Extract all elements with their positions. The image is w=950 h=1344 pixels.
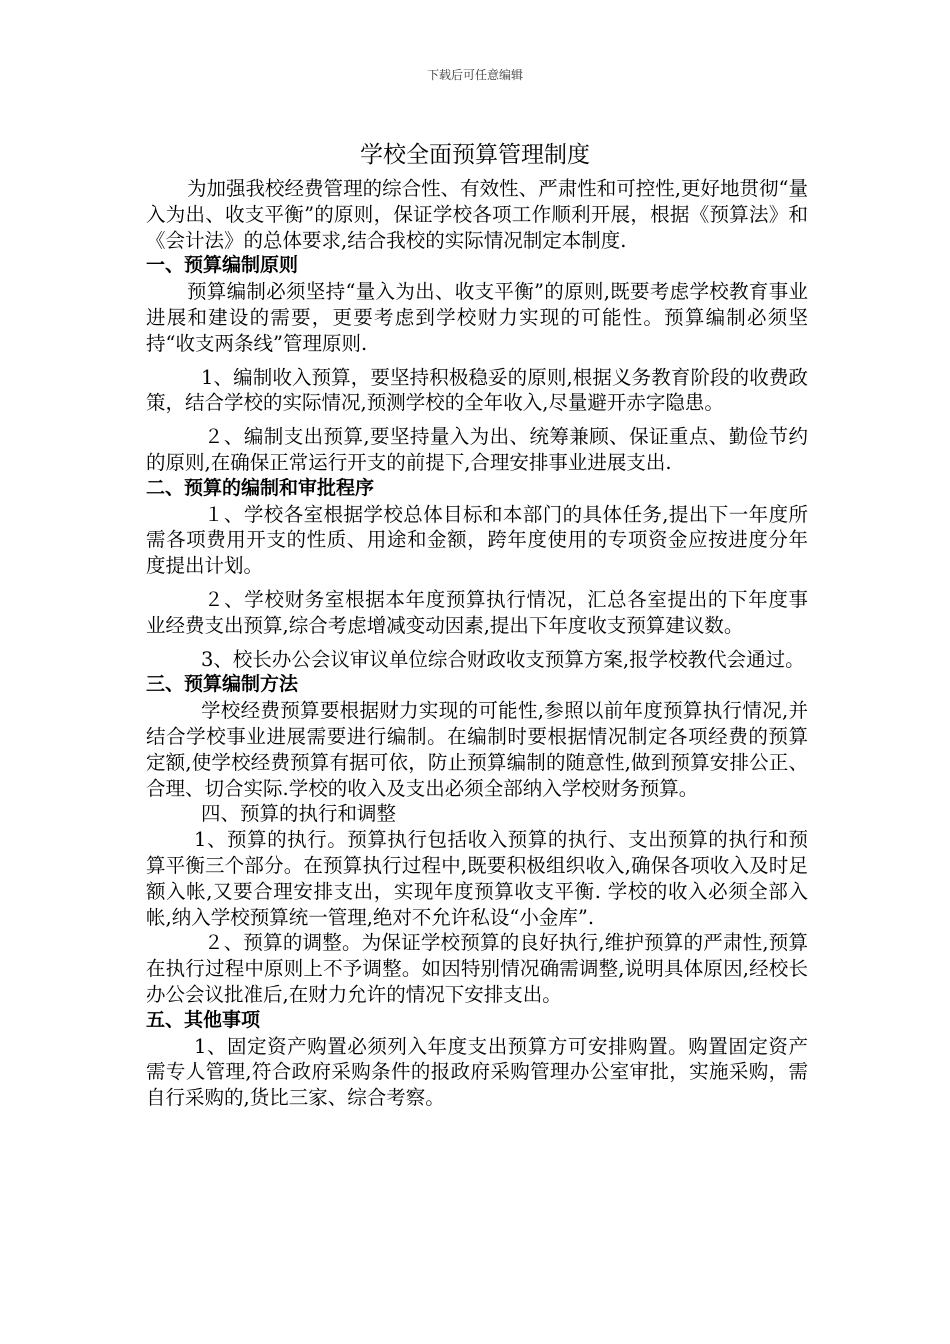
header-note: 下载后可任意编辑 xyxy=(426,68,523,82)
paragraph: 1、编制收入预算，要坚持积极稳妥的原则,根据义务教育阶段的收费政策，结合学校的实际情况,预测学校的全年收入,尽量避开赤字隐患。 xyxy=(146,365,808,415)
paragraph: ２、编制支出预算,要坚持量入为出、统筹兼顾、保证重点、勤俭节约的原则,在确保正常运行开支的前提下,合理安排事业进展支出. xyxy=(146,425,808,474)
section-heading-1: 一、预算编制原则 xyxy=(146,254,299,277)
paragraph: ２、学校财务室根据本年度预算执行情况，汇总各室提出的下年度事业经费支出预算,综合考虑增减变动因素,提出下年度收支预算建议数。 xyxy=(146,587,808,637)
paragraph: 1、固定资产购置必须列入年度支出预算方可安排购置。购置固定资产需专人管理,符合政府采购条件的报政府采购管理办公室审批，实施采购，需自行采购的,货比三家、综合考察。 xyxy=(146,1034,808,1110)
paragraph: １、学校各室根据学校总体目标和本部门的具体任务,提出下一年度所需各项费用开支的性质、用途和金额，跨年度使用的专项资金应按进度分年度提出计划。 xyxy=(146,502,808,578)
paragraph: 3、校长办公会议审议单位综合财政收支预算方案,报学校教代会通过。 xyxy=(201,647,805,671)
paragraph: 学校经费预算要根据财力实现的可能性,参照以前年度预算执行情况,并结合学校事业进展需要进行编制。在编制时要根据情况制定各项经费的预算定额,使学校经费预算有据可依，防止预算编制的随意性,做到预算安排公正、合理、切合实际.学校的收入及支出必须全部纳入学校财务预算。 xyxy=(146,699,808,800)
paragraph: 1、预算的执行。预算执行包括收入预算的执行、支出预算的执行和预算平衡三个部分。在预算执行过程中,既要积极组织收入,确保各项收入及时足额入帐,又要合理安排支出，实现年度预算收支平衡. 学校的收入必须全部入帐,纳入学校预算统一管理,绝对不允许私设“小金库”. xyxy=(146,828,808,929)
document-body xyxy=(146,176,808,1111)
section-heading-4: 四、预算的执行和调整 xyxy=(201,802,397,826)
section-heading-2: 二、预算的编制和审批程序 xyxy=(146,476,375,499)
section-heading-3: 三、预算编制方法 xyxy=(146,673,299,696)
document-title: 学校全面预算管理制度 xyxy=(360,142,590,168)
paragraph: 预算编制必须坚持“量入为出、收支平衡”的原则,既要考虑学校教育事业进展和建设的需要，更要考虑到学校财力实现的可能性。预算编制必须坚持“收支两条线”管理原则. xyxy=(146,280,808,355)
paragraph: ２、预算的调整。为保证学校预算的良好执行,维护预算的严肃性,预算在执行过程中原则上不予调整。如因特别情况确需调整,说明具体原因,经校长办公会议批准后,在财力允许的情况下安排支出。 xyxy=(146,931,808,1006)
section-heading-5: 五、其他事项 xyxy=(146,1008,261,1031)
intro-paragraph: 为加强我校经费管理的综合性、有效性、严肃性和可控性,更好地贯彻“量入为出、收支平衡”的原则，保证学校各项工作顺利开展，根据《预算法》和《会计法》的总体要求,结合我校的实际情况制定本制度. xyxy=(146,177,808,252)
